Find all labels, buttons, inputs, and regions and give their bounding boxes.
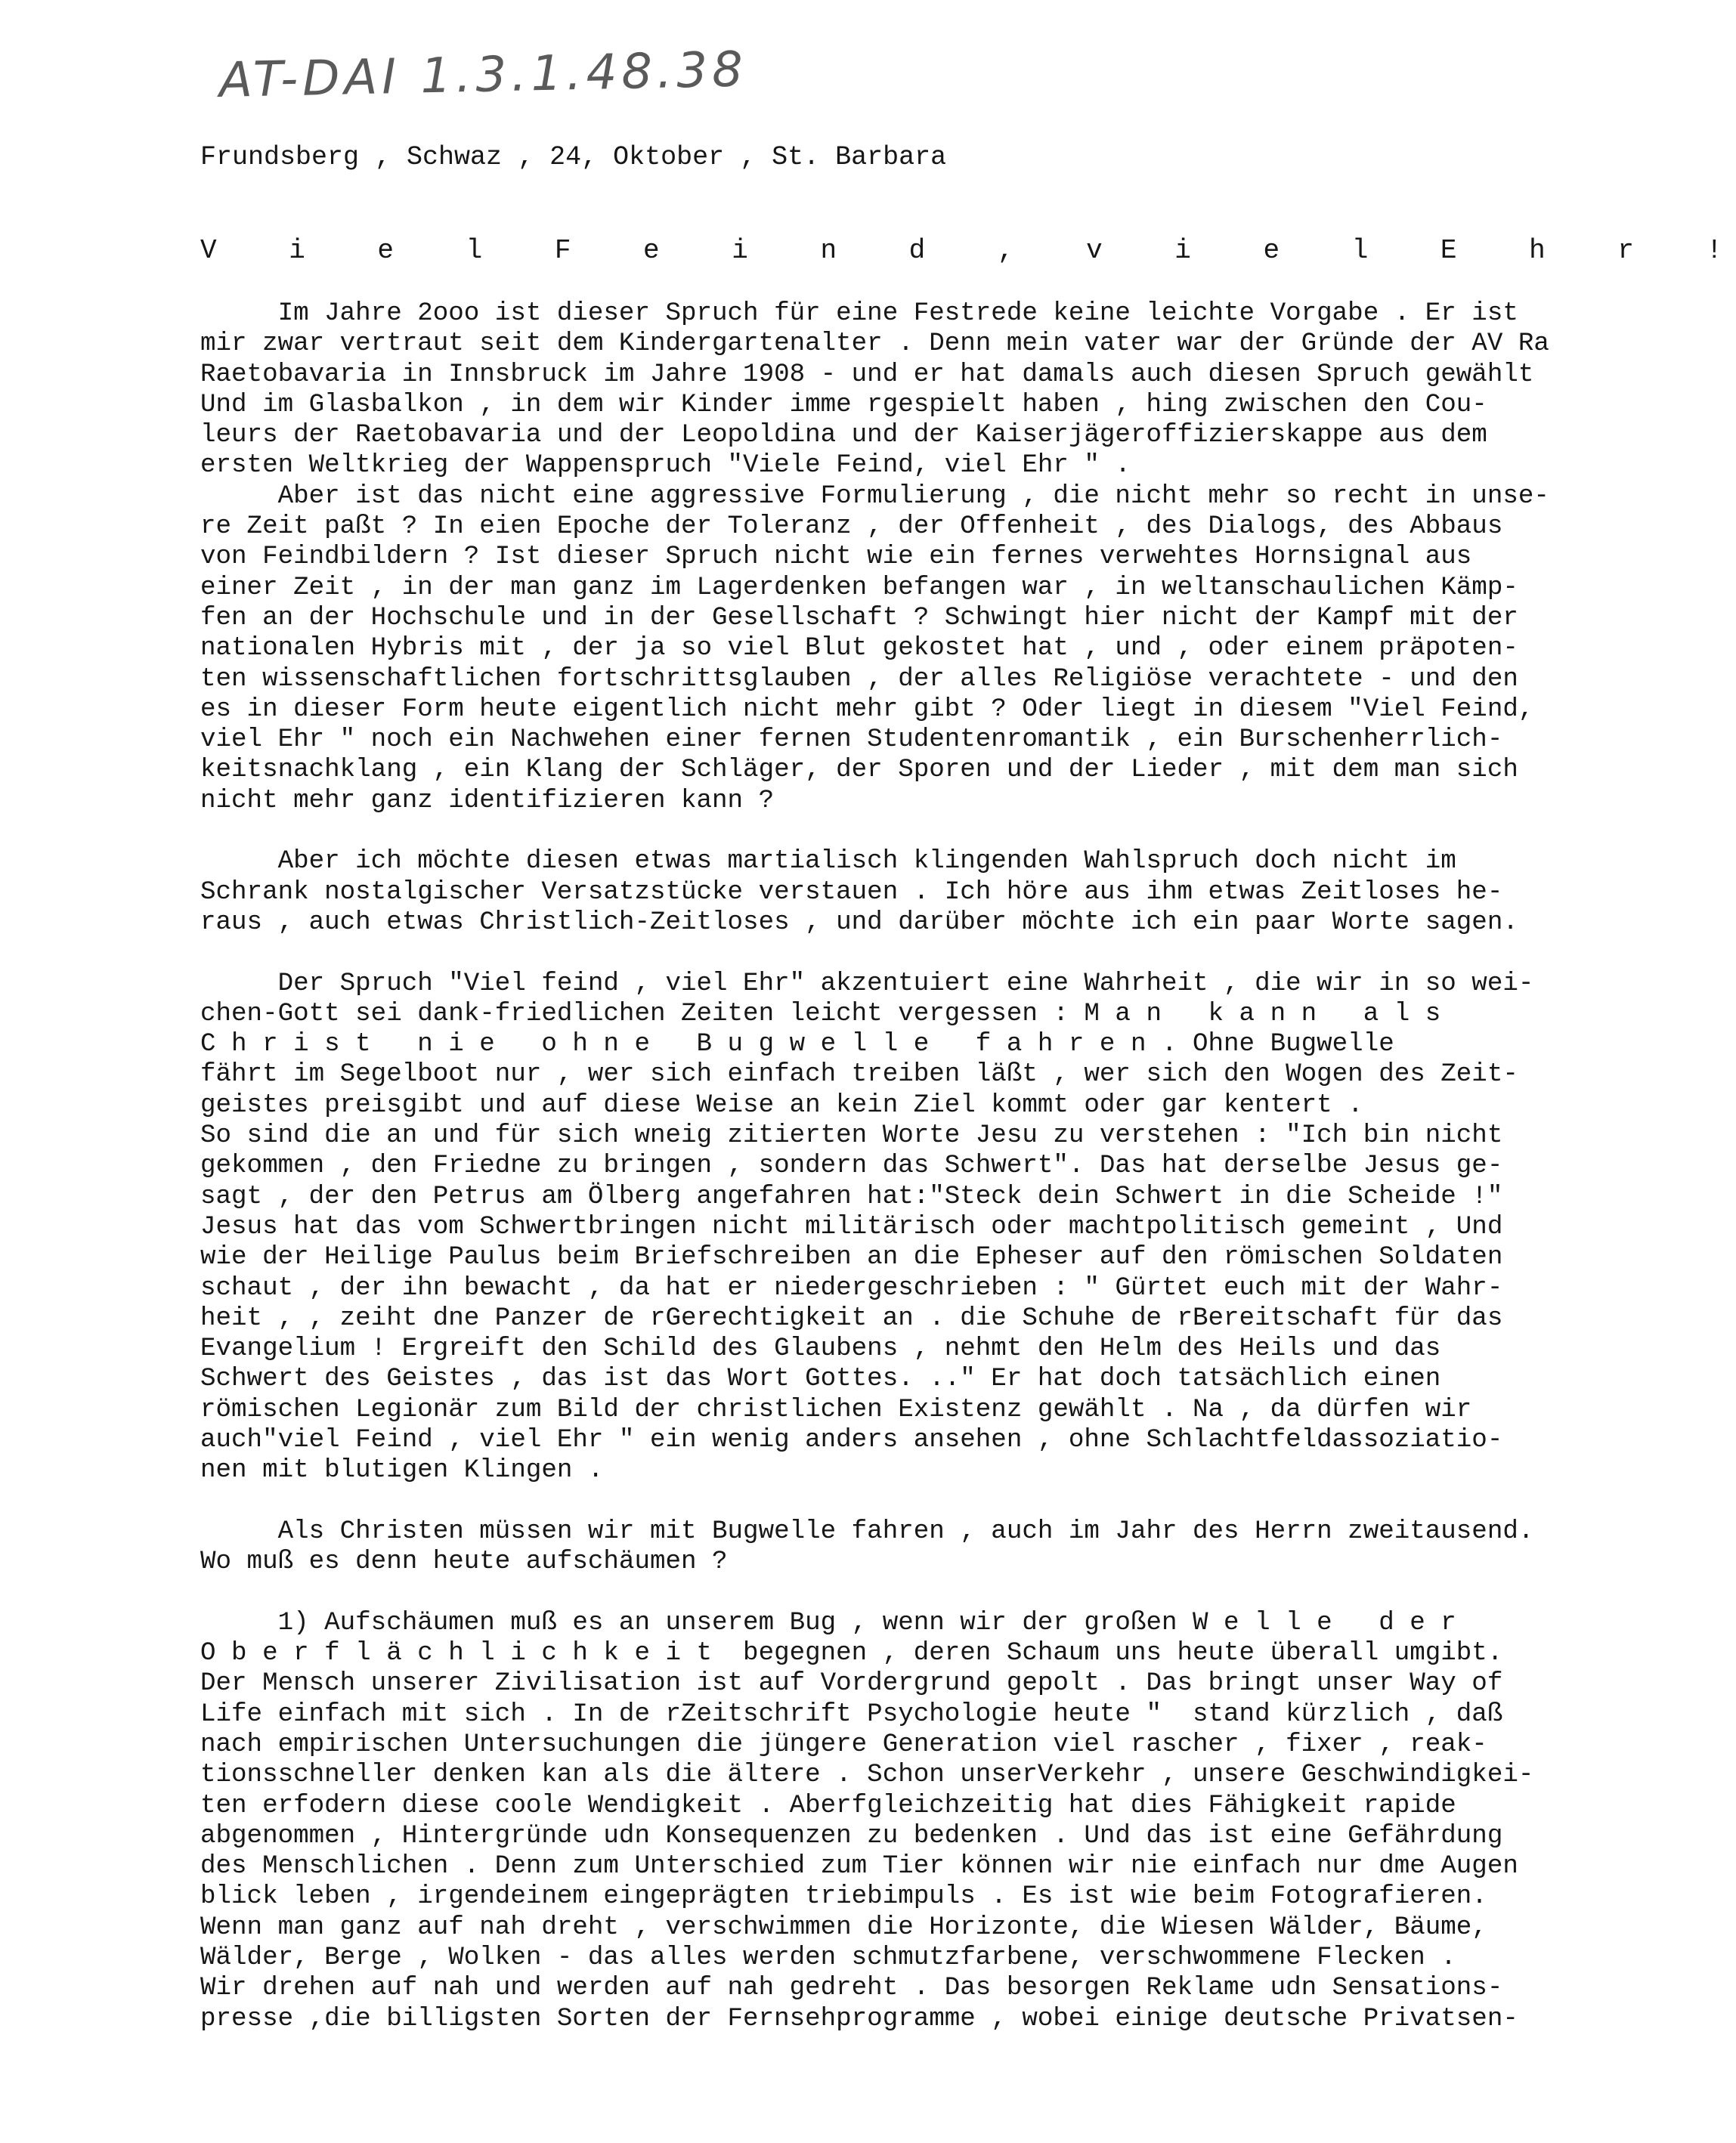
text-line: blick leben , irgendeinem eingeprägten triebimpuls . Es ist wie beim Fotografieren. bbox=[200, 1882, 1487, 1912]
text-line: ten wissenschaftlichen fortschrittsglauben , der alles Religiöse verachtete - und den bbox=[200, 664, 1518, 694]
text-line: O b e r f l ä c h l i c h k e i t begegnen , deren Schaum uns heute überall umgibt. bbox=[200, 1639, 1503, 1668]
text-line: presse ,die billigsten Sorten der Fernsehprogramme , wobei einige deutsche Privatsen- bbox=[200, 2004, 1518, 2033]
text-line: keitsnachklang , ein Klang der Schläger, der Sporen und der Lieder , mit dem man sich bbox=[200, 756, 1518, 785]
text-line: sagt , der den Petrus am Ölberg angefahren hat:"Steck dein Schwert in die Scheide !" bbox=[200, 1182, 1503, 1211]
text-line: mir zwar vertraut seit dem Kindergartenalter . Denn mein vater war der Gründe der AV Ra bbox=[200, 329, 1549, 359]
text-line: Aber ist das nicht eine aggressive Formulierung , die nicht mehr so recht in unse- bbox=[200, 481, 1549, 511]
paragraph-2 bbox=[200, 846, 1518, 938]
text-line: leurs der Raetobavaria und der Leopoldina und der Kaiserjägeroffizierskappe aus dem bbox=[200, 421, 1487, 450]
text-line: ersten Weltkrieg der Wappenspruch "Viele Feind, viel Ehr " . bbox=[200, 451, 1131, 481]
dateline: Frundsberg , Schwaz , 24, Oktober , St. Barbara bbox=[200, 142, 947, 172]
text-line: heit , , zeiht dne Panzer de rGerechtigkeit an . die Schuhe de rBereitschaft für das bbox=[200, 1303, 1503, 1333]
text-line: Und im Glasbalkon , in dem wir Kinder imme rgespielt haben , hing zwischen den Cou- bbox=[200, 390, 1487, 419]
text-line: auch"viel Feind , viel Ehr " ein wenig anders ansehen , ohne Schlachtfeldassoziatio- bbox=[200, 1425, 1503, 1455]
text-line: chen-Gott sei dank-friedlichen Zeiten leicht vergessen : M a n k a n n a l s bbox=[200, 999, 1441, 1028]
text-line: schaut , der ihn bewacht , da hat er niedergeschrieben : " Gürtet euch mit der Wahr- bbox=[200, 1273, 1503, 1303]
text-line: C h r i s t n i e o h n e B u g w e l l e f a h r e n . Ohne Bugwelle bbox=[200, 1030, 1394, 1059]
paragraph-4 bbox=[200, 1517, 1534, 1578]
body-text bbox=[200, 298, 1549, 2034]
text-line: viel Ehr " noch ein Nachwehen einer fernen Studentenromantik , ein Burschenherrlich- bbox=[200, 725, 1503, 755]
text-line: fährt im Segelboot nur , wer sich einfach treiben läßt , wer sich den Wogen des Zeit- bbox=[200, 1060, 1518, 1090]
text-line: Schwert des Geistes , das ist das Wort Gottes. .." Er hat doch tatsächlich einen bbox=[200, 1365, 1441, 1394]
text-line: Life einfach mit sich . In de rZeitschrift Psychologie heute " stand kürzlich , daß bbox=[200, 1699, 1503, 1729]
paragraph-3 bbox=[200, 969, 1534, 1486]
text-line: von Feindbildern ? Ist dieser Spruch nicht wie ein fernes verwehtes Hornsignal aus bbox=[200, 543, 1472, 572]
paragraph-gap bbox=[200, 938, 1512, 968]
text-line: Raetobavaria in Innsbruck im Jahre 1908 - und er hat damals auch diesen Spruch gewählt bbox=[200, 360, 1534, 389]
text-line: nicht mehr ganz identifizieren kann ? bbox=[200, 786, 775, 815]
text-line: 1) Aufschäumen muß es an unserem Bug , wenn wir der großen W e l l e d e r bbox=[200, 1608, 1456, 1637]
paragraph-5 bbox=[200, 1608, 1534, 2034]
text-line: Als Christen müssen wir mit Bugwelle fahren , auch im Jahr des Herrn zweitausend. bbox=[200, 1517, 1534, 1546]
text-line: ten erfodern diese coole Wendigkeit . Aberfgleichzeitig hat dies Fähigkeit rapide bbox=[200, 1791, 1456, 1820]
text-line: Der Spruch "Viel feind , viel Ehr" akzentuiert eine Wahrheit , die wir in so wei- bbox=[200, 969, 1534, 998]
speech-title: V i e l F e i n d , v i e l E h r ! bbox=[200, 235, 1736, 266]
text-line: einer Zeit , in der man ganz im Lagerdenken befangen war , in weltanschaulichen Kämp- bbox=[200, 573, 1518, 602]
text-line: römischen Legionär zum Bild der christlichen Existenz gewählt . Na , da dürfen wir bbox=[200, 1395, 1472, 1424]
text-line: Im Jahre 2ooo ist dieser Spruch für eine Festrede keine leichte Vorgabe . Er ist bbox=[200, 299, 1518, 328]
text-line: So sind die an und für sich wneig zitierten Worte Jesu zu verstehen : "Ich bin nicht bbox=[200, 1121, 1503, 1151]
text-line: Schrank nostalgischer Versatzstücke verstauen . Ich höre aus ihm etwas Zeitloses he- bbox=[200, 877, 1503, 907]
text-line: des Menschlichen . Denn zum Unterschied zum Tier können wir nie einfach nur dme Augen bbox=[200, 1852, 1518, 1882]
paragraph-gap bbox=[200, 816, 1512, 846]
text-line: Wo muß es denn heute aufschäumen ? bbox=[200, 1548, 728, 1577]
text-line: Jesus hat das vom Schwertbringen nicht militärisch oder machtpolitisch gemeint , Und bbox=[200, 1212, 1503, 1242]
paragraph-gap bbox=[200, 1486, 1512, 1517]
text-line: gekommen , den Friedne zu bringen , sondern das Schwert". Das hat derselbe Jesus ge- bbox=[200, 1152, 1503, 1181]
text-line: Aber ich möchte diesen etwas martialisch klingenden Wahlspruch doch nicht im bbox=[200, 847, 1456, 877]
text-line: raus , auch etwas Christlich-Zeitloses , und darüber möchte ich ein paar Worte sagen. bbox=[200, 908, 1518, 937]
text-line: Wälder, Berge , Wolken - das alles werden schmutzfarbene, verschwommene Flecken . bbox=[200, 1944, 1456, 1973]
text-line: nen mit blutigen Klingen . bbox=[200, 1456, 604, 1486]
text-line: Der Mensch unserer Zivilisation ist auf Vordergrund gepolt . Das bringt unser Way of bbox=[200, 1669, 1503, 1699]
text-line: tionsschneller denken kan als die ältere . Schon unserVerkehr , unsere Geschwindigkei- bbox=[200, 1761, 1534, 1790]
paragraph-1 bbox=[200, 298, 1549, 816]
paragraph-gap bbox=[200, 1577, 1512, 1607]
text-line: re Zeit paßt ? In eien Epoche der Toleranz , der Offenheit , des Dialogs, des Abbaus bbox=[200, 512, 1503, 542]
text-line: wie der Heilige Paulus beim Briefschreiben an die Epheser auf den römischen Soldaten bbox=[200, 1243, 1503, 1273]
text-line: Evangelium ! Ergreift den Schild des Glaubens , nehmt den Helm des Heils und das bbox=[200, 1334, 1441, 1364]
text-line: Wenn man ganz auf nah dreht , verschwimmen die Horizonte, die Wiesen Wälder, Bäume, bbox=[200, 1913, 1487, 1942]
text-line: nationalen Hybris mit , der ja so viel Blut gekostet hat , und , oder einem präpoten- bbox=[200, 634, 1518, 663]
archive-reference-signature: AT-DAI 1.3.1.48.38 bbox=[218, 42, 748, 109]
text-line: abgenommen , Hintergründe udn Konsequenzen zu bedenken . Und das ist eine Gefährdung bbox=[200, 1821, 1503, 1851]
text-line: Wir drehen auf nah und werden auf nah gedreht . Das besorgen Reklame udn Sensations- bbox=[200, 1974, 1503, 2003]
text-line: fen an der Hochschule und in der Gesellschaft ? Schwingt hier nicht der Kampf mit der bbox=[200, 603, 1518, 632]
text-line: es in dieser Form heute eigentlich nicht mehr gibt ? Oder liegt in diesem "Viel Feind, bbox=[200, 694, 1534, 724]
text-line: geistes preisgibt und auf diese Weise an kein Ziel kommt oder gar kentert . bbox=[200, 1090, 1363, 1120]
text-line: nach empirischen Untersuchungen die jüngere Generation viel rascher , fixer , reak- bbox=[200, 1730, 1487, 1759]
